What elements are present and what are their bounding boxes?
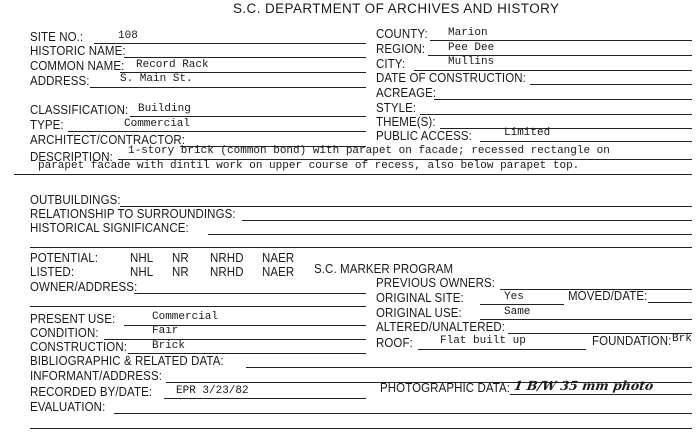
acreage-line xyxy=(434,99,692,100)
outbuildings-label: OUTBUILDINGS: xyxy=(30,193,121,207)
listed-nr: NR xyxy=(172,265,189,279)
potential-naer: NAER xyxy=(262,251,295,265)
type-value: Commercial xyxy=(124,118,191,130)
recorded-by-value: EPR 3/23/82 xyxy=(176,385,249,397)
construction-label: CONSTRUCTION: xyxy=(30,340,128,354)
evaluation-label: EVALUATION: xyxy=(30,400,106,414)
roof-line xyxy=(418,349,586,350)
description-value-line1: 1-story brick (common bond) with parapet on facade; recessed rectangle on xyxy=(128,145,610,157)
public-access-value: Limited xyxy=(504,127,551,139)
region-value: Pee Dee xyxy=(448,42,495,54)
potential-label: POTENTIAL: xyxy=(30,251,99,265)
original-use-line xyxy=(480,319,692,320)
original-site-value: Yes xyxy=(504,291,524,303)
city-value: Mullins xyxy=(448,56,495,68)
original-use-value: Same xyxy=(504,306,531,318)
original-site-line xyxy=(480,304,564,305)
type-line xyxy=(68,131,366,132)
previous-owners-label: PREVIOUS OWNERS: xyxy=(376,276,496,290)
region-label: REGION: xyxy=(376,42,426,56)
description-value-line2: parapet facade with dintil work on upper course of recess, also below parapet top. xyxy=(38,160,580,172)
foundation-value: Brk xyxy=(672,333,692,345)
evaluation-line xyxy=(114,413,692,414)
photographic-line xyxy=(510,394,692,395)
listed-naer: NAER xyxy=(262,265,295,279)
historical-significance-label: HISTORICAL SIGNIFICANCE: xyxy=(30,221,189,235)
acreage-label: ACREAGE: xyxy=(376,86,437,100)
architect-label: ARCHITECT/CONTRACTOR: xyxy=(30,133,186,147)
form-title: S.C. DEPARTMENT OF ARCHIVES AND HISTORY xyxy=(233,1,560,16)
listed-label: LISTED: xyxy=(30,265,75,279)
condition-line xyxy=(104,339,366,340)
potential-nrhd: NRHD xyxy=(210,251,244,265)
listed-nrhd: NRHD xyxy=(210,265,244,279)
style-line xyxy=(420,114,692,115)
moved-date-label: MOVED/DATE: xyxy=(568,289,648,303)
style-label: STYLE: xyxy=(376,101,417,115)
theme-line xyxy=(440,128,692,129)
address-value: S. Main St. xyxy=(120,73,193,85)
historic-name-line xyxy=(124,57,366,58)
type-label: TYPE: xyxy=(30,118,64,132)
site-no-line xyxy=(94,43,366,44)
county-label: COUNTY: xyxy=(376,27,428,41)
address-label: ADDRESS: xyxy=(30,74,90,88)
marker-program-label: S.C. MARKER PROGRAM xyxy=(314,262,454,276)
date-of-construction-line xyxy=(530,84,692,85)
historic-name-label: HISTORIC NAME: xyxy=(30,44,126,58)
bibliographic-label: BIBLIOGRAPHIC & RELATED DATA: xyxy=(30,354,224,368)
public-access-line xyxy=(480,141,692,142)
bibliographic-line xyxy=(246,367,692,368)
site-no-value: 108 xyxy=(118,30,138,42)
relationship-line xyxy=(242,220,692,221)
roof-label: ROOF: xyxy=(376,336,413,350)
condition-label: CONDITION: xyxy=(30,326,99,340)
informant-label: INFORMANT/ADDRESS: xyxy=(30,369,163,383)
condition-value: Fair xyxy=(152,325,179,337)
listed-nhl: NHL xyxy=(130,265,154,279)
owner-address-line xyxy=(134,293,366,294)
recorded-by-line xyxy=(164,398,366,399)
present-use-label: PRESENT USE: xyxy=(30,312,116,326)
owner-address-label: OWNER/ADDRESS: xyxy=(30,280,138,294)
construction-value: Brick xyxy=(152,340,186,352)
county-line xyxy=(430,40,692,41)
relationship-label: RELATIONSHIP TO SURROUNDINGS: xyxy=(30,207,236,221)
classification-label: CLASSIFICATION: xyxy=(30,103,129,117)
classification-line xyxy=(130,116,366,117)
separator-line xyxy=(30,247,692,248)
classification-value: Building xyxy=(138,103,191,115)
description-line-2 xyxy=(14,174,692,175)
roof-value: Flat built up xyxy=(440,335,526,347)
date-of-construction-label: DATE OF CONSTRUCTION: xyxy=(376,71,526,85)
recorded-by-label: RECORDED BY/DATE: xyxy=(30,385,153,399)
description-label: DESCRIPTION: xyxy=(30,150,113,164)
common-name-label: COMMON NAME: xyxy=(30,59,125,73)
county-value: Marion xyxy=(448,27,488,39)
separator-line-2 xyxy=(30,306,366,307)
city-label: CITY: xyxy=(376,57,406,71)
address-line xyxy=(90,87,366,88)
potential-nhl: NHL xyxy=(130,251,154,265)
common-name-value: Record Rack xyxy=(136,59,209,71)
original-site-label: ORIGINAL SITE: xyxy=(376,291,464,305)
foundation-label: FOUNDATION: xyxy=(592,334,672,348)
photographic-label: PHOTOGRAPHIC DATA: xyxy=(380,381,511,395)
public-access-label: PUBLIC ACCESS: xyxy=(376,129,472,143)
present-use-value: Commercial xyxy=(152,311,219,323)
moved-date-line xyxy=(648,302,692,303)
historical-significance-line xyxy=(208,234,692,235)
potential-nr: NR xyxy=(172,251,189,265)
site-no-label: SITE NO.: xyxy=(30,30,84,44)
original-use-label: ORIGINAL USE: xyxy=(376,306,462,320)
theme-label: THEME(S): xyxy=(376,115,436,129)
altered-label: ALTERED/UNALTERED: xyxy=(376,320,506,334)
evaluation-line-2 xyxy=(30,428,692,429)
photographic-value: 1 B/W 35 mm photo xyxy=(512,378,655,393)
